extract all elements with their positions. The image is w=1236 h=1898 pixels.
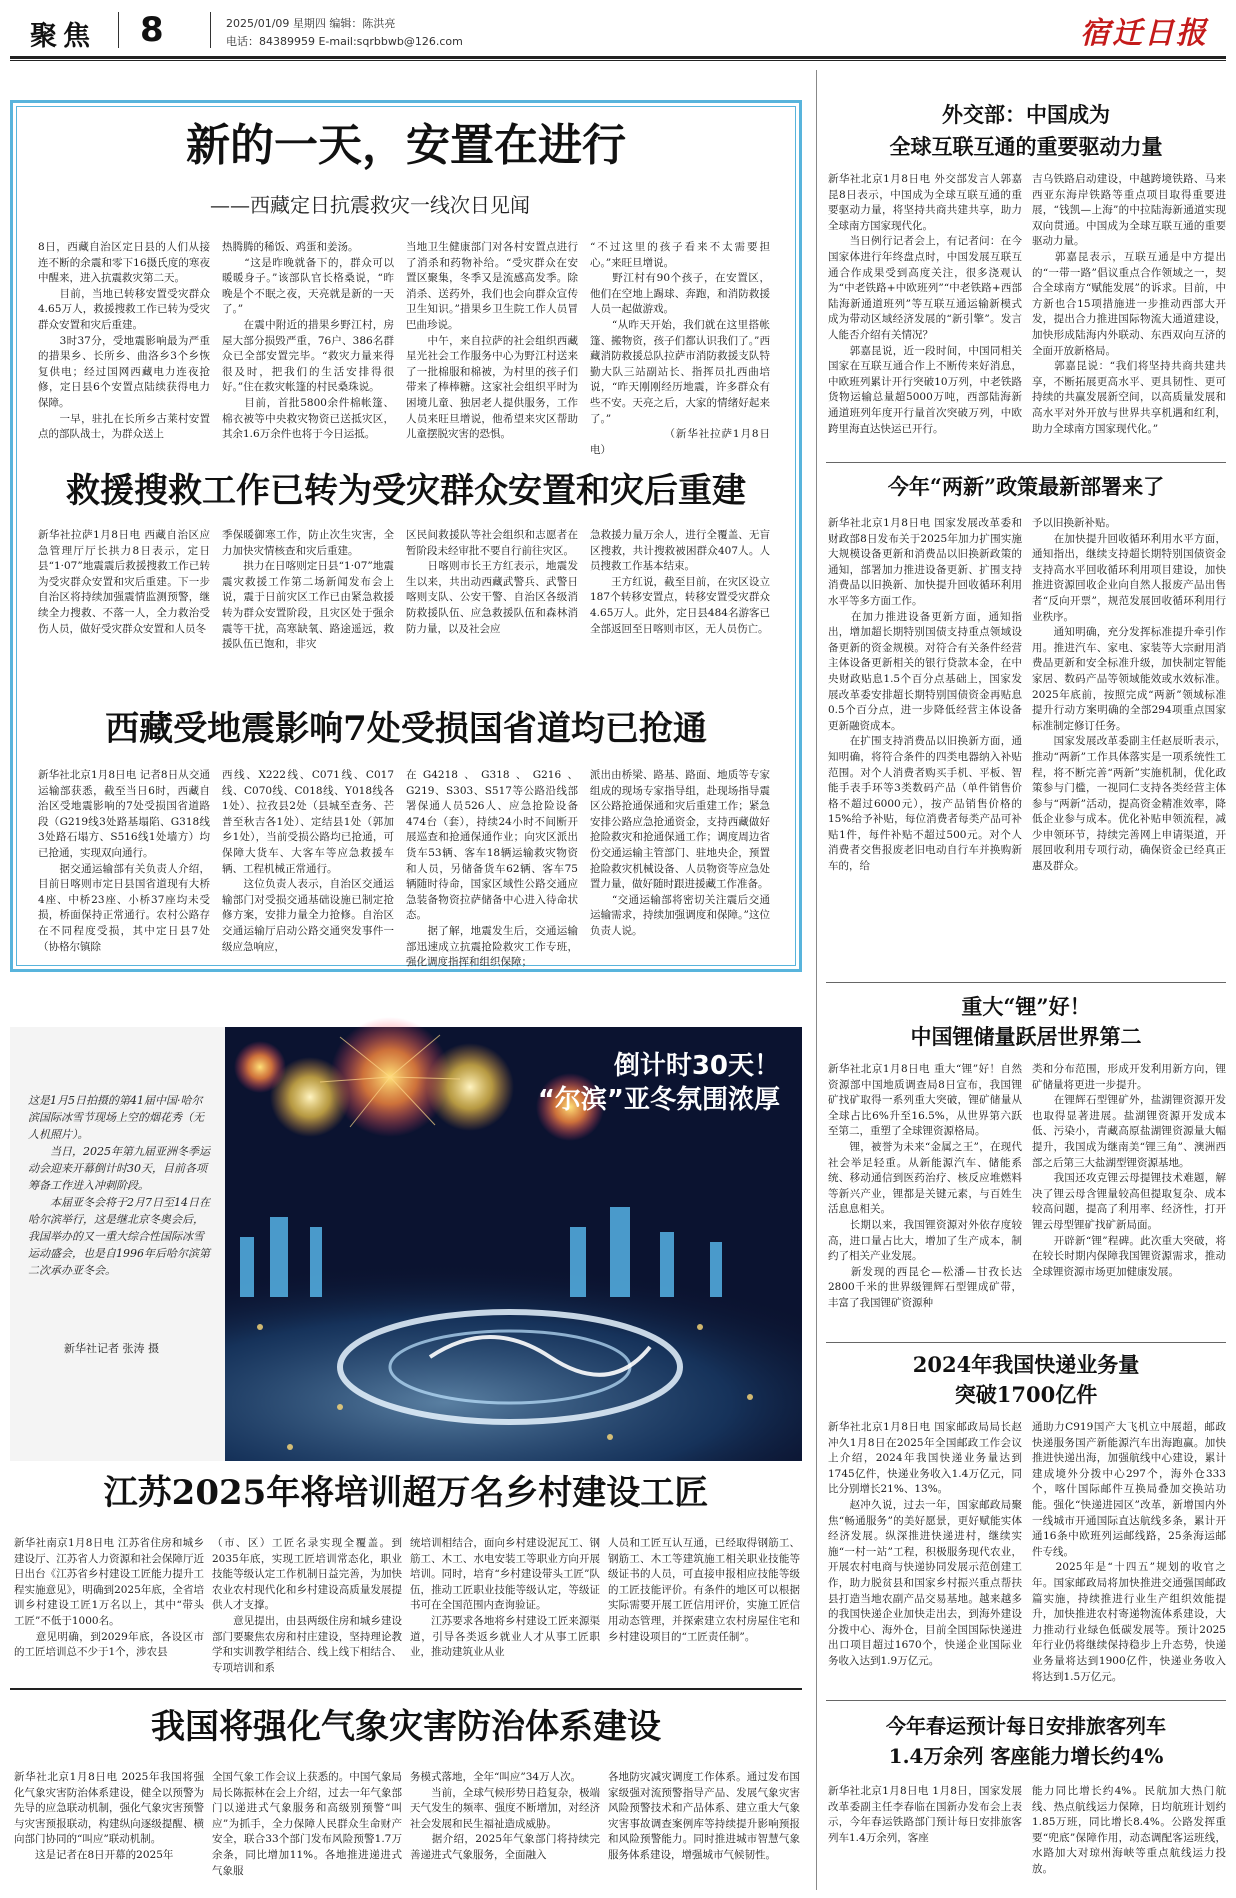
express-column: 新华社北京1月8日电 国家邮政局局长赵冲久1月8日在2025年全国邮政工作会议上介绍，2024年我国快递业务量达到1745亿件，快递业务收入1.4万亿元，同比分别增长21%、13%。 赵冲久说，过去一年，国家邮政局聚焦“畅通服务”的美好愿景，更好赋能实体经济发展。纵深推进快递进村，继续实施“一村一站”工程，积极服务现代农业，开展农村电商与快递协同发展示范创建工作，助力脱贫县和国家乡村振兴重点帮扶县打造当地农副产品交易基地。越来越多的我国快递企业加快走出去，到海外建设分拨中心、海外仓，目前全国国际快递进出口项目超过1670个，快递企业国际业务收入达到1.9万亿元。 bbox=[828, 1421, 1022, 1667]
mfa-column: 吉乌铁路启动建设，中越跨境铁路、马来西亚东海岸铁路等重点项目取得重要进展，“钱凯—上海”的中拉陆海新通道实现双向贯通。中国成为全球互联互通的重要驱动力量。 郭嘉昆表示，互联互通是中方提出的“一带一路”倡议重点合作领域之一，契合全球南方“赋能发展”的诉求。目前，中方新也合15项措施进一步推动西部大开发，提出合力推进国际物流大通道建设，加快形成陆海内外联动、东西双向互济的全面开放新格局。 郭嘉昆说：“我们将坚持共商共建共享，不断拓展更高水平、更具韧性、更可持续的共赢发展新空间，以高质量发展和高水平对外开放与世界共享机遇和红利，助力全球南方国家现代化。” bbox=[1032, 173, 1226, 435]
jiangsu-column: 统培训相结合，面向乡村建设泥瓦工、钢筋工、木工、水电安装工等职业方向开展培训。同时，培育“乡村建设带头工匠”队伍，推动工匠职业技能等级认定，等级证书可在全国范围内查询验证。 江苏要求各地将乡村建设工匠来源渠道，引导各类返乡就业人才从事工匠职业，推动建筑业从业 bbox=[410, 1537, 600, 1659]
spring-column: 新华社北京1月8日电 1月8日，国家发展改革委副主任李春临在国新办发布会上表示，今年春运铁路部门预计每日安排旅客列车1.4万余列，客座 bbox=[828, 1785, 1022, 1844]
section-name: 聚焦 bbox=[30, 21, 96, 52]
roads-column: 派出由桥梁、路基、路面、地质等专家组成的现场专家指导组，赴现场指导震区公路抢通保通和灾后重建工作；紧急安排公路应急抢通资金，支持西藏做好抢险救灾和抢通保通工作；调度周边省份交通运输主管部门、驻地央企，预置抢险救灾机械设备、人员物资等应急处置力量，做好随时跟进援藏工作准备。 “交通运输部将密切关注震后交通运输需求，持续加强调度和保障。”这位负责人说。 bbox=[590, 769, 770, 937]
lead-column: “不过这里的孩子看来不太需要担心。”来旺旦增说。 野江村有90个孩子，在安置区，他们在空地上踢球、奔跑，和消防救援人员一起做游戏。 “从昨天开始，我们就在这里搭帐篷、搬物资，孩子们都认识我们了。”西藏消防救援总队拉萨市消防救援支队特勤大队三站副站长、指挥员扎西曲培说，“昨天刚刚经历地震，许多群众有些不安。天亮之后，大家的情绪好起来了。” （新华社拉萨1月8日电） bbox=[590, 241, 770, 456]
section-rule bbox=[826, 1342, 1226, 1343]
weather-column: 各地防灾减灾调度工作体系。通过发布国家级强对流预警指导产品、发展气象灾害风险预警技术和产品体系、建立重大气象灾害事故调查案例库等持续提升影响预报和风险预警能力。同时推进城市智慧气象服务体系建设，增强城市气候韧性。 bbox=[608, 1771, 800, 1861]
two-new-headline: 今年“两新”政策最新部署来了 bbox=[887, 474, 1165, 499]
header-contact-line: 电话：84389959 E-mail:sqrbbwb@126.com bbox=[226, 35, 463, 48]
jiangsu-column: （市、区）工匠名录实现全覆盖。到2035年底，实现工匠培训常态化，职业技能等级认定工作机制日益完善，为加快农业农村现代化和乡村建设高质量发展提供人才支撑。 意见提出，由县两级住房和城乡建设部门要聚焦农房和村庄建设，坚持理论教学和实训教学相结合、线上线下相结合、专项培训和系 bbox=[212, 1537, 402, 1674]
jiangsu-headline: 江苏2025年将培训超万名乡村建设工匠 bbox=[103, 1473, 709, 1513]
roads-column: 西线、X222线、C071线、C017线、C070线、C018线、Y018线各1处）、拉孜县2处（县城至查务、芒普至秋吉各1处）、定结县1处（郭加乡1处），当前受损公路均已抢通，可保障大货车、大客车等应急救援车辆、工程机械正常通行。 这位负责人表示，自治区交通运输部门对受损交通基础设施已制定抢修方案，安排力量全力抢修。自治区交通运输厅启动公路交通突发事件一级应急响应， bbox=[222, 769, 394, 953]
lead-column: 8日，西藏自治区定日县的人们从接连不断的余震和零下16摄氏度的寒夜中醒来，进入抗震救灾第二天。 目前，当地已转移安置受灾群众4.65万人，救援搜救工作已转为受灾群众安置和灾后重建。 3时37分，受地震影响最为严重的措果乡、长所乡、曲洛乡3个乡恢复供电；经过国网西藏电力连夜抢修，定日县6个安置点陆续获得电力保障。 一早，驻扎在长所乡古莱村安置点的部队战士，为群众送上 bbox=[38, 241, 210, 441]
rescue-column: 季保暖御寒工作，防止次生灾害，全力加快灾情核查和灾后重建。 拱力在日喀则定日县“1·07”地震震灾救援工作第二场新闻发布会上说，震于日前灾区工作已由紧急救援转为群众安置阶段，且灾区处于强余震等干扰，高寒缺氧、路途遥远，救援队伍已饱和，非灾 bbox=[222, 529, 394, 651]
header-divider bbox=[118, 12, 119, 48]
roads-column: 在G4218、G318、G216、G219、S303、S517等公路沿线部署保通人员526人、应急抢险设备474台（套），持续24小时不间断开展巡查和抢通保通作业；向灾区派出货车53辆、客车18辆运输救灾物资和人员，另储备货车62辆、客车75辆随时待命，国家区域性公路交通应急装备物资拉萨储备中心进入待命状态。 据了解，地震发生后，交通运输部迅速成立抗震抢险救灾工作专班，强化调度指挥和组织保障； bbox=[406, 769, 578, 969]
newspaper-logo: 宿迁日报 bbox=[1080, 16, 1208, 51]
page-header bbox=[0, 0, 1236, 60]
photo-caption: 这是1月5日拍摄的第41届中国·哈尔滨国际冰雪节现场上空的烟花秀（无人机照片）。 当日，2025年第九届亚洲冬季运动会迎来开幕倒计时30天，目前各项筹备工作进入冲刺阶段。 本届亚冬会将于2月7日至14日在哈尔滨举行，这是继北京冬奥会后，我国举办的又一重大综合性国际冰雪运动盛会，也是自1996年后哈尔滨第二次承办亚冬会。 bbox=[28, 1094, 210, 1277]
rescue-headline: 救援搜救工作已转为受灾群众安置和灾后重建 bbox=[66, 471, 746, 511]
weather-column: 全国气象工作会议上获悉的。中国气象局局长陈振林在会上介绍，过去一年气象部门以递进式气象服务和高级别预警“叫应”为抓手，全力保障人民群众生命财产安全，联合33个部门发布风险预警1.7万余条，同比增加11%。各地推进递进式气象服 bbox=[212, 1771, 402, 1877]
rescue-column: 区民间救援队等社会组织和志愿者在暂阶段未经审批不要自行前往灾区。 日喀则市长王方红表示，地震发生以来，共出动西藏武警兵、武警日喀则支队、公安干警、自治区各级消防救援队伍、应急救援队伍和森林消防力量，以及社会应 bbox=[406, 529, 578, 635]
weather-column: 务模式落地，全年“叫应”34万人次。 当前，全球气候形势日趋复杂，极端天气发生的频率、强度不断增加，对经济社会发展和民生福祉造成威胁。 据介绍，2025年气象部门将持续完善递进式气象服务，全面融入 bbox=[410, 1771, 600, 1861]
header-rule bbox=[10, 56, 1226, 59]
express-headline-line2: 突破1700亿件 bbox=[954, 1382, 1098, 1407]
lithium-column: 新华社北京1月8日电 重大“锂”好！自然资源部中国地质调查局8日宣布，我国锂矿找矿取得一系列重大突破，锂矿储量从全球占比6%升至16.5%，从世界第六跃至第二，重塑了全球锂资源格局。 锂，被誉为未来“金属之王”，在现代社会举足轻重。从新能源汽车、储能系统、移动通信到医药治疗、核反应堆燃料等新兴产业，锂都是关键元素，与百姓生活息息相关。 长期以来，我国锂资源对外依存度较高，进口量占比大，增加了生产成本，制约了相关产业发展。 新发现的西昆仑—松潘—甘孜长达2800千米的世界级锂辉石型锂成矿带，丰富了我国锂矿资源种 bbox=[828, 1063, 1022, 1309]
express-column: 通助力C919国产大飞机立中展超，邮政快递服务国产新能源汽车出海跑赢。加快推进快递出海，加强航线中心建设，累计建成境外分拨中心297个，海外仓333个，喀什国际邮件互换局叠加交换站功能。强化“快递进园区”改革，新增国内外一线城市开通国际直达航线多条，累计开通16条中欧班列运邮线路，25条海运邮件专线。 2025年是“十四五”规划的收官之年。国家邮政局将加快推进交通强国邮政篇实施，持续推进行业生产组织效能提升，加快推进农村寄递物流体系建设，大力推动行业绿色低碳发展等。预计2025年行业仍将继续保持稳步上升态势，快递业务量将达到1900亿件，快递业务收入将达到1.5万亿元。 bbox=[1032, 1421, 1226, 1683]
lead-column: 热腾腾的稀饭、鸡蛋和姜汤。 “这是昨晚就备下的，群众可以暖暖身子。”该部队官长格桑说，“昨晚是个不眠之夜，天亮就是新的一天了。” 在震中附近的措果乡野江村，房屋大部分损毁严重，76户、386名群众已全部安置完毕。“救灾力量来得很及时，把我们的生活安排得很好。”住在救灾帐篷的村民桑珠说。 目前，首批5800余件棉帐篷、棉衣被等中央救灾物资已送抵灾区，其余1.6万余件也将于今日运抵。 bbox=[222, 241, 394, 441]
photo-headline-line1: 倒计时30天！ bbox=[613, 1051, 780, 1081]
spring-headline-line1: 今年春运预计每日安排旅客列车 bbox=[886, 1714, 1166, 1738]
spring-column: 能力同比增长约4%。民航加大热门航线、热点航线运力保障，日均航班计划约1.85万班，同比增长8.4%。公路发挥重要“兜底”保障作用，动态调配客运班线，水路加大对琼州海峡等重点航线运力投放。 bbox=[1032, 1785, 1226, 1875]
spring-headline-line2: 1.4万余列 客座能力增长约4% bbox=[888, 1744, 1164, 1768]
two-new-column: 予以旧换新补贴。 在加快提升回收循环利用水平方面，通知指出，继续支持超长期特别国债资金支持高水平回收循环利用项目建设，加快推进资源回收企业向自然人报废产品出售者“反向开票”，规范发展回收循环利用行业秩序。 通知明确，充分发挥标准提升牵引作用。推进汽车、家电、家装等大宗耐用消费品更新和安全标准升级，加快制定智能家居、数码产品等领域能效或水效标准。2025年底前，按照完成“两新”领域标准提升行动方案明确的全部294项重点国家标准制定修订任务。 国家发展改革委副主任赵辰昕表示，推动“两新”工作具体落实是一项系统性工程，将不断完善“两新”实施机制，优化政策参与门槛，一视同仁支持各类经营主体参与“两新”活动，提高资金精准效率，降低企业参与成本。优化补贴申领流程，减少申领环节，持续完善网上申请渠道，开展回收利用专项行动，确保资金已经真正惠及群众。 bbox=[1032, 517, 1226, 873]
mfa-headline-line1: 外交部：中国成为 bbox=[942, 102, 1110, 127]
lead-subheadline: ——西藏定日抗震救灾一线次日见闻 bbox=[210, 193, 530, 217]
lead-column: 当地卫生健康部门对各村安置点进行了消杀和药物补给。“受灾群众在安置区聚集，冬季又是流感高发季。除消杀、送药外，我们也会向群众宣传卫生知识。”措果乡卫生院工作人员冒巴曲珍说。 中午，来自拉萨的社会组织西藏星光社会工作服务中心为野江村送来了一批棉服和棉被，为村里的孩子们带来了棒棒糖。这家社会组织平时为困境儿童、独居老人提供服务，工作人员来旺旦增说，他希望来灾区帮助儿童摆脱灾害的恐惧。 bbox=[406, 241, 578, 441]
column-divider bbox=[816, 70, 817, 1890]
header-rule-thin bbox=[10, 60, 1226, 61]
section-rule bbox=[826, 982, 1226, 983]
express-headline-line1: 2024年我国快递业务量 bbox=[912, 1352, 1140, 1377]
weather-column: 新华社北京1月8日电 2025年我国将强化气象灾害防治体系建设，健全以预警为先导的应急联动机制，强化气象灾害预警与灾害预报联动，构建纵向逐级提醒、横向部门协同的“叫应”联动机制。 这是记者在8日开幕的2025年 bbox=[14, 1771, 204, 1861]
roads-column: 新华社北京1月8日电 记者8日从交通运输部获悉，截至当日6时，西藏自治区受地震影响的7处受损国省道路段（G219线3处路基塌陷、G318线3处路石塌方、S516线1处墙方）均已抢通，实现双向通行。 据交通运输部有关负责人介绍，目前日喀则市定日县国省道现有大桥4座、中桥23座、小桥37座均未受损，桥面保持正常通行。农村公路存在不同程度受损，其中定日县7处（协格尔镇除 bbox=[38, 769, 210, 953]
page-number: 8 bbox=[140, 10, 164, 50]
lithium-headline-line1: 重大“锂”好！ bbox=[961, 994, 1091, 1019]
lithium-headline-line2: 中国锂储量跃居世界第二 bbox=[910, 1024, 1142, 1049]
jiangsu-column: 新华社南京1月8日电 江苏省住房和城乡建设厅、江苏省人力资源和社会保障厅近日出台《江苏省乡村建设工匠能力提升工程实施意见》，明确到2025年底，全省培训乡村建设工匠1万名以上，其中“带头工匠”不低于1000名。 意见明确，到2029年底，各设区市的工匠培训总不少于1个，涉农县 bbox=[14, 1537, 204, 1659]
section-rule bbox=[826, 462, 1226, 463]
mfa-headline-line2: 全球互联互通的重要驱动力量 bbox=[889, 134, 1163, 159]
lead-headline: 新的一天，安置在进行 bbox=[186, 120, 626, 171]
two-new-column: 新华社北京1月8日电 国家发展改革委和财政部8日发布关于2025年加力扩围实施大规模设备更新和消费品以旧换新政策的通知，部署加力推进设备更新、扩围支持消费品以旧换新、加快提升回收循环利用水平等多方面工作。 在加力推进设备更新方面，通知指出，增加超长期特别国债支持重点领域设备更新的资金规模。对符合有关条件经营主体设备更新相关的银行贷款本金，在中央财政贴息1.5个百分点基础上，国家发展改革委安排超长期特别国债资金再贴息0.5个百分点，进一步降低经营主体设备更新融资成本。 在扩围支持消费品以旧换新方面，通知明确，将符合条件的四类电器纳入补贴范围。对个人消费者购买手机、平板、智能手表手环等3类数码产品（单件销售价格不超过6000元），按产品销售价格的15%给予补贴，每位消费者每类产品可补贴1件，每件补贴不超过500元。对个人消费者交售报废老旧电动自行车并换购新车的，给 bbox=[828, 517, 1022, 873]
header-divider bbox=[210, 12, 211, 48]
photo-credit: 新华社记者 张涛 摄 bbox=[64, 1342, 159, 1355]
header-date-line: 2025/01/09 星期四 编辑：陈洪亮 bbox=[226, 17, 396, 30]
mfa-column: 新华社北京1月8日电 外交部发言人郭嘉昆8日表示，中国成为全球互联互通的重要驱动力量，将坚持共商共建共享，助力全球南方国家现代化。 当日例行记者会上，有记者问：在今国家体进行年终盘点时，中国发展互联互通合作成果受到高度关注，很多浇观认为“中老铁路+中欧班列”“中老铁路+西部陆海新通道班列”等互联互通运输新模式成为带动区域经济发展的“新引擎”。发言人能否介绍有关情况？ 郭嘉昆说，近一段时间，中国同相关国家在互联互通合作上不断传来好消息，中欧班列累计开行突破10万列，中老铁路货物运输总量超5000万吨，西部陆海新通道班列年度开行量首次突破万列，中欧跨里海直达快运已开行。 bbox=[828, 173, 1022, 435]
rescue-column: 新华社拉萨1月8日电 西藏自治区应急管理厅厅长拱力8日表示，定日县“1·07”地震震后救援搜救工作已转为受灾群众安置和灾后重建。下一步自治区将持续加强震情监测预警，继续全力搜救、不落一人，全力救治受伤人员，做好受灾群众安置和人员冬 bbox=[38, 529, 210, 635]
weather-headline: 我国将强化气象灾害防治体系建设 bbox=[151, 1707, 661, 1747]
photo-headline-line2: “尔滨”亚冬氛围浓厚 bbox=[537, 1085, 780, 1115]
section-rule bbox=[10, 1688, 802, 1690]
lithium-column: 类和分布范围，形成开发利用新方向，锂矿储量将更进一步提升。 在锂辉石型锂矿外，盐湖锂资源开发也取得显著进展。盐湖锂资源开发成本低、污染小，青藏高原盐湖锂资源量大幅提升，我国成为继南美“锂三角”、澳洲西部之后第三大盐湖型锂资源基地。 我国还攻克锂云母提锂技术难题，解决了锂云母含锂量较高但提取复杂、成本较高问题，提高了利用率、经济性，打开锂云母型锂矿找矿新局面。 开辟新“锂”程碑。此次重大突破，将在较长时期内保障我国锂资源需求，推动全球锂资源市场更加健康发展。 bbox=[1032, 1063, 1226, 1278]
rescue-column: 急救援力量万余人，进行全覆盖、无盲区搜救，共计搜救被困群众407人。人员搜救工作基本结束。 王方红说，截至目前，在灾区设立187个转移安置点，转移安置受灾群众4.65万人。此外，定日县484名游客已全部返回至日喀则市区，无人员伤亡。 bbox=[590, 529, 770, 635]
section-rule bbox=[826, 1700, 1226, 1701]
roads-headline: 西藏受地震影响7处受损国省道均已抢通 bbox=[105, 709, 707, 749]
jiangsu-column: 人员和工匠互认互通，已经取得钢筋工、钢筋工、木工等建筑施工相关职业技能等级证书的人员，可直接申报相应技能等级的工匠技能评价。有条件的地区可以根据实际需要开展工匠信用评价，实施工匠信用动态管理，并探索建立农村房屋住宅和乡村建设项目的“工匠责任制”。 bbox=[608, 1537, 800, 1643]
